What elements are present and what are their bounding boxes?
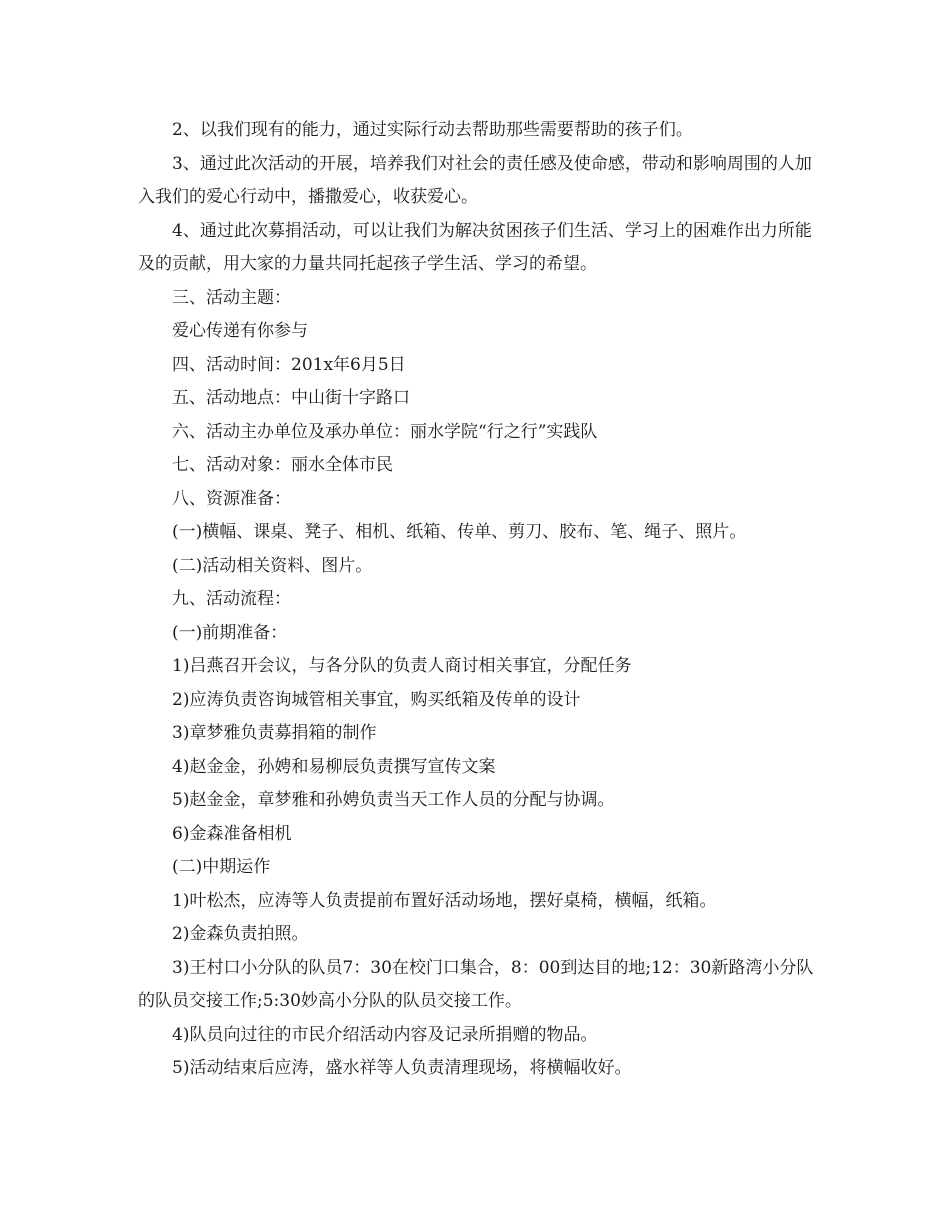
- theme-text: 爱心传递有你参与: [172, 321, 308, 341]
- resources-item-1: (一)横幅、课桌、凳子、相机、纸箱、传单、剪刀、胶布、笔、绳子、照片。: [172, 522, 747, 542]
- heading-audience: 七、活动对象：丽水全体市民: [172, 455, 393, 475]
- document-body: [138, 114, 818, 1086]
- subheading-operation: (二)中期运作: [172, 857, 271, 877]
- subheading-preparation: (一)前期准备：: [172, 622, 288, 643]
- heading-process: 九、活动流程：: [172, 589, 291, 609]
- list-item: 4)赵金金，孙娉和易柳辰负责撰写宣传文案: [172, 756, 496, 777]
- heading-resources: 八、资源准备：: [172, 488, 291, 509]
- list-item: 6)金森准备相机: [172, 823, 292, 844]
- list-item: 2)金森负责拍照。: [172, 924, 309, 944]
- heading-time: 四、活动时间：201x年6月5日: [172, 354, 406, 375]
- paragraph-goal-2: 2、以我们现有的能力，通过实际行动去帮助那些需要帮助的孩子们。: [172, 120, 693, 140]
- list-item: 1)吕燕召开会议，与各分队的负责人商讨相关事宜，分配任务: [172, 656, 632, 676]
- list-item: 2)应涛负责咨询城管相关事宜，购买纸箱及传单的设计: [172, 689, 581, 710]
- list-item: 1)叶松杰，应涛等人负责提前布置好活动场地，摆好桌椅，横幅，纸箱。: [172, 890, 717, 911]
- resources-item-2: (二)活动相关资料、图片。: [172, 555, 373, 576]
- list-item: 3)王村口小分队的队员7：30在校门口集合，8：00到达目的地;12：30新路湾小分队的队员交接工作;5:30妙高小分队的队员交接工作。: [138, 957, 814, 1011]
- heading-location: 五、活动地点：中山街十字路口: [172, 388, 410, 408]
- paragraph-goal-4: 4、通过此次募捐活动，可以让我们为解决贫困孩子们生活、学习上的困难作出力所能及的贡献，用大家的力量共同托起孩子学生活、学习的希望。: [138, 220, 812, 274]
- list-item: 3)章梦雅负责募捐箱的制作: [172, 723, 377, 743]
- paragraph-goal-3: 3、通过此次活动的开展，培养我们对社会的责任感及使命感，带动和影响周围的人加入我们的爱心行动中，播撒爱心，收获爱心。: [138, 153, 812, 207]
- heading-organizer: 六、活动主办单位及承办单位：丽水学院“行之行”实践队: [172, 421, 598, 442]
- list-item: 5)活动结束后应涛，盛水祥等人负责清理现场，将横幅收好。: [172, 1058, 632, 1078]
- list-item: 5)赵金金，章梦雅和孙娉负责当天工作人员的分配与协调。: [172, 790, 615, 810]
- list-item: 4)队员向过往的市民介绍活动内容及记录所捐赠的物品。: [172, 1024, 598, 1045]
- heading-theme: 三、活动主题：: [172, 287, 291, 308]
